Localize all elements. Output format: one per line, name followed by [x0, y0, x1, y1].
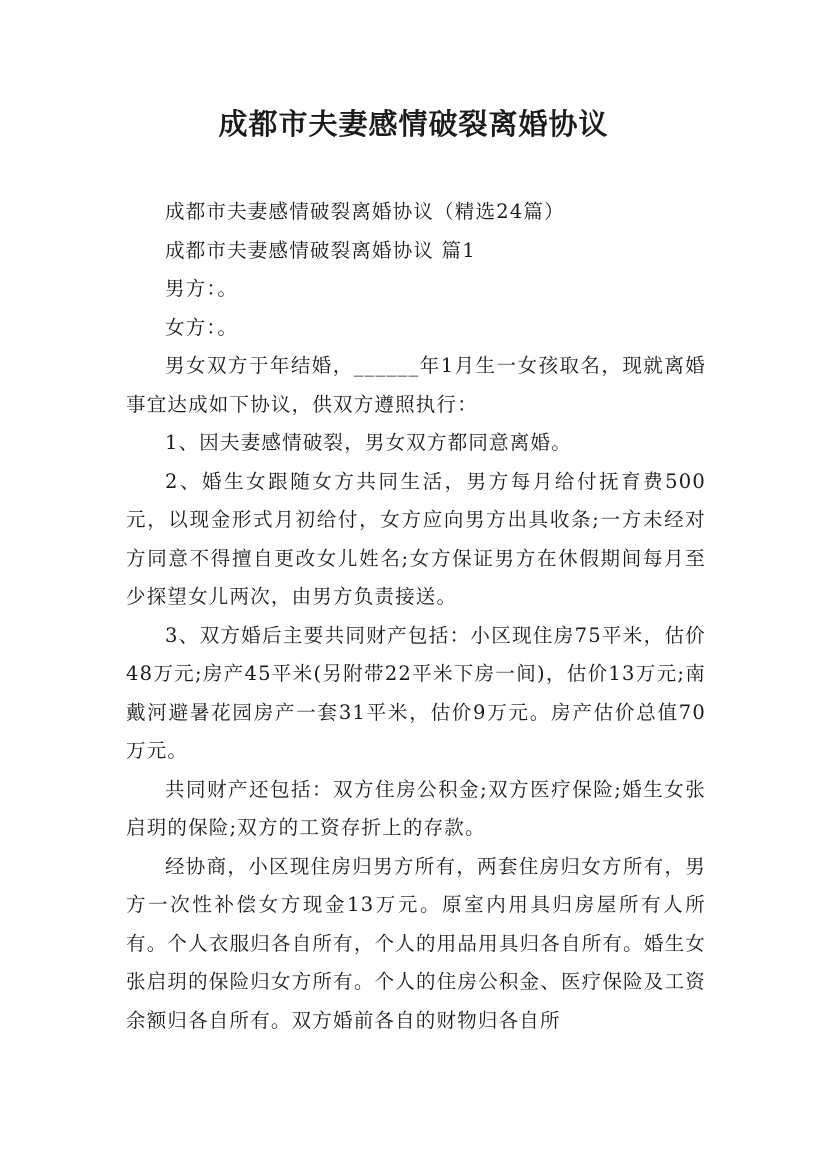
- paragraph-common-property: 共同财产还包括：双方住房公积金;双方医疗保险;婚生女张启玥的保险;双方的工资存折上的存款。: [126, 777, 706, 839]
- paragraph-negotiation: 经协商，小区现住房归男方所有，两套住房归女方所有，男方一次性补偿女方现金13万元。原室内用具归房屋所有人所有。个人衣服归各自所有，个人的用品用具归各自所有。婚生女张启玥的保险归女方所有。个人的住房公积金、医疗保险及工资余额归各自所有。双方婚前各自的财物归各自所: [126, 854, 706, 1032]
- paragraph-heading: 成都市夫妻感情破裂离婚协议（精选24篇）: [165, 200, 565, 223]
- paragraph-female-party: 女方：。: [165, 315, 239, 339]
- paragraph-clause-2: 2、婚生女跟随女方共同生活，男方每月给付抚育费500元，以现金形式月初给付，女方应向男方出具收条;一方未经对方同意不得擅自更改女儿姓名;女方保证男方在休假期间每月至少探望女儿两次，由男方负责接送。: [126, 469, 706, 608]
- paragraph-intro: 男女双方于年结婚，______年1月生一女孩取名，现就离婚事宜达成如下协议，供双方遵照执行：: [126, 354, 706, 416]
- paragraph-section-title: 成都市夫妻感情破裂离婚协议 篇1: [165, 238, 476, 262]
- paragraph-male-party: 男方：。: [165, 277, 239, 300]
- paragraph-clause-1: 1、因夫妻感情破裂，男女双方都同意离婚。: [165, 431, 572, 454]
- document-body: [126, 193, 706, 1040]
- paragraph-clause-3: 3、双方婚后主要共同财产包括：小区现住房75平米，估价48万元;房产45平米(另附带22平米下房一间)，估价13万元;南戴河避暑花园房产一套31平米，估价9万元。房产估价总值70万元。: [126, 623, 706, 762]
- document-title: 成都市夫妻感情破裂离婚协议: [218, 107, 609, 141]
